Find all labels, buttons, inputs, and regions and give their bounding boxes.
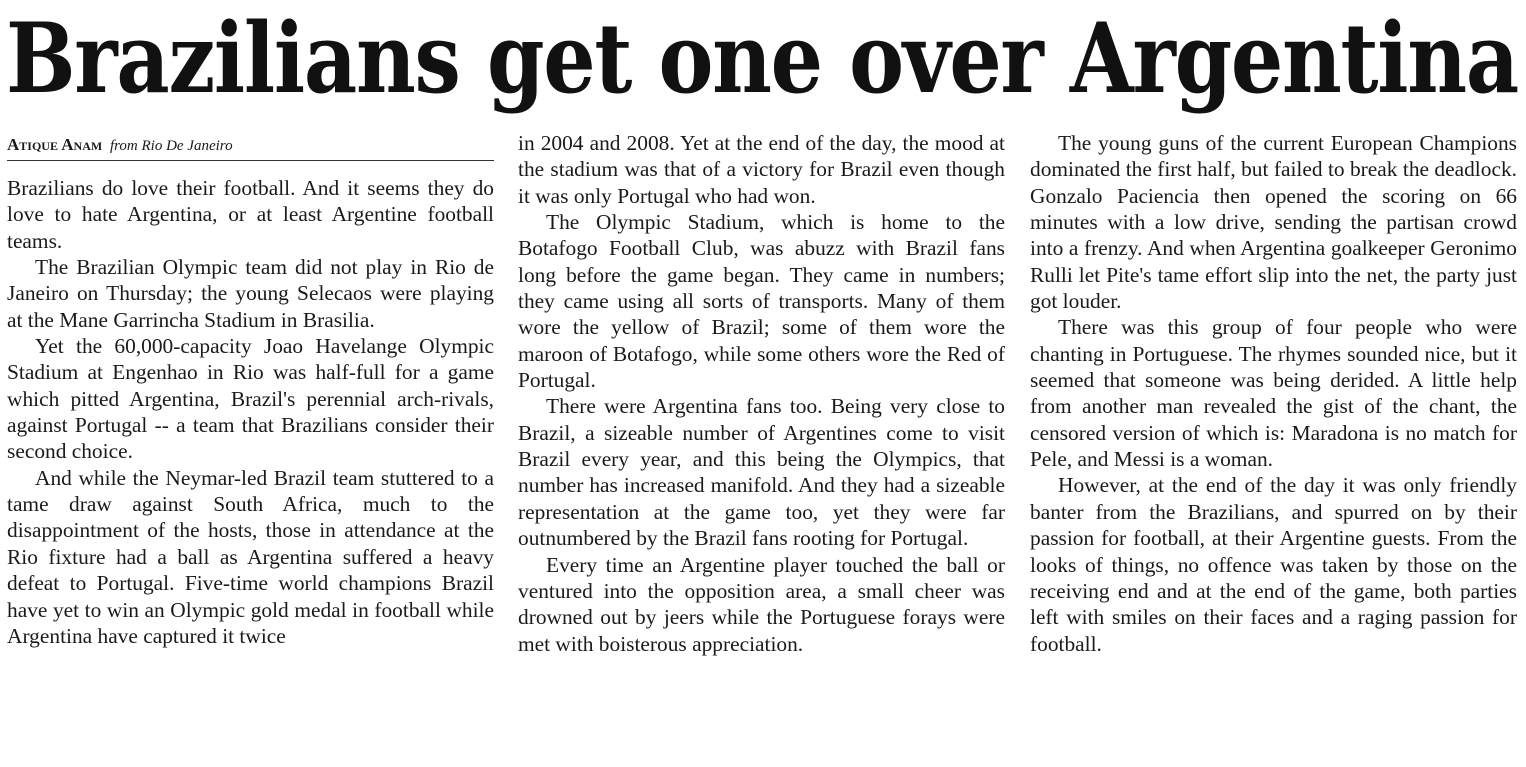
article-paragraph: There was this group of four people who were chanting in Portuguese. The rhymes sounded nice, but it seemed that someone was being derided. A little help from another man revealed the gist of the chant, the censored version of which is: Maradona is no match for Pele, and Messi is a woman.	[1030, 315, 1517, 472]
byline-location: from Rio De Janeiro	[109, 138, 233, 154]
article-paragraph: However, at the end of the day it was only friendly banter from the Brazilians, and spurred on by their passion for football, at their Argentine guests. From the looks of things, no offence was taken by those on the receiving end and at the end of the game, both parties left with smiles on their faces and a raging passion for football.	[1030, 473, 1517, 656]
article-paragraph: The young guns of the current European Champions dominated the first half, but failed to break the deadlock. Gonzalo Paciencia then opened the scoring on 66 minutes with a low drive, sending the partisan crowd into a frenzy. And when Argentina goalkeeper Geronimo Rulli let Pite's tame effort slip into the net, the party just got louder.	[1030, 131, 1517, 314]
article-paragraph: The Olympic Stadium, which is home to the Botafogo Football Club, was abuzz with Brazil fans long before the game began. They came in numbers; they came using all sorts of transports. Many of them wore the yellow of Brazil; some of them wore the maroon of Botafogo, while some others wore the Red of Portugal.	[518, 210, 1005, 393]
column-2	[518, 130, 1005, 657]
article-paragraph: Brazilians do love their football. And it seems they do love to hate Argentina, or at least Argentine football teams.	[7, 176, 494, 253]
article-paragraph: Every time an Argentine player touched the ball or ventured into the opposition area, a small cheer was drowned out by jeers while the Portuguese forays were met with boisterous appreciation.	[518, 552, 1005, 656]
article-paragraph: And while the Neymar-led Brazil team stuttered to a tame draw against South Africa, much to the disappointment of the hosts, those in attendance at the Rio fixture had a ball as Argentina suffered a heavy defeat to Portugal. Five-time world champions Brazil have yet to win an Olympic gold medal in football while Argentina have captured it twice	[7, 465, 494, 648]
byline-author: Atique Anam	[7, 135, 103, 154]
article-paragraph-continued: in 2004 and 2008. Yet at the end of the day, the mood at the stadium was that of a victory for Brazil even though it was only Portugal who had won.	[518, 131, 1005, 208]
article-paragraph: There were Argentina fans too. Being very close to Brazil, a sizeable number of Argentines come to visit Brazil every year, and this being the Olympics, that number has increased manifold. And they had a sizeable representation at the game too, yet they were far outnumbered by the Brazil fans rooting for Portugal.	[518, 394, 1005, 551]
article-paragraph: Yet the 60,000-capacity Joao Havelange Olympic Stadium at Engenhao in Rio was half-full for a game which pitted Argentina, Brazil's perennial arch-rivals, against Portugal -- a team that Brazilians consider their second choice.	[7, 334, 494, 464]
column-1	[7, 130, 494, 649]
article-paragraph: The Brazilian Olympic team did not play in Rio de Janeiro on Thursday; the young Selecaos were playing at the Mane Garrincha Stadium in Brasilia.	[7, 255, 494, 332]
headline: Brazilians get one over Argentina	[6, 2, 1518, 115]
column-3	[1030, 130, 1517, 657]
byline	[7, 130, 494, 161]
